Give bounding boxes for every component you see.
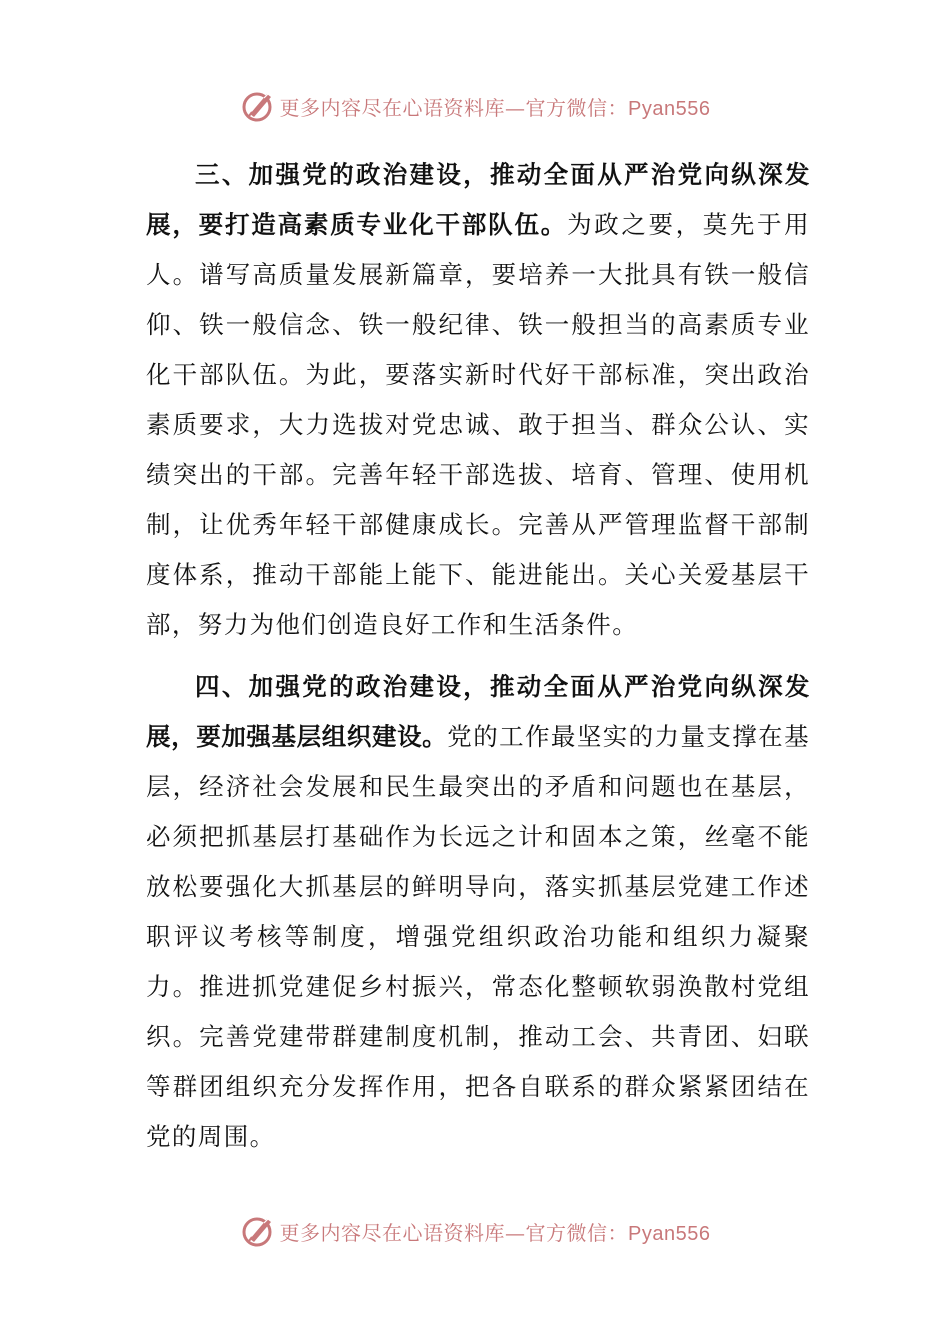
quill-pen-icon xyxy=(240,88,276,124)
section-3-body: 为政之要，莫先于用人。谱写高质量发展新篇章，要培养一大批具有铁一般信仰、铁一般信念、铁一般纪律、铁一般担当的高素质专业化干部队伍。为此，要落实新时代好干部标准，突出政治素质要求，大力选拔对党忠诚、敢于担当、群众公认、实绩突出的干部。完善年轻干部选拔、培育、管理、使用机制，让优秀年轻干部健康成长。完善从严管理监督干部制度体系，推动干部能上能下、能进能出。关心关爱基层干部，努力为他们创造良好工作和生活条件。 xyxy=(146,210,810,639)
paragraph-section-3 xyxy=(146,150,810,650)
section-3-heading: 三、加强党的政治建设，推动全面从严治党向纵深发展，要打造高素质专业化干部队伍。 xyxy=(146,160,810,239)
watermark-text: 更多内容尽在心语资料库—官方微信：Pyan556 xyxy=(279,95,711,120)
section-4-body: 党的工作最坚实的力量支撑在基层，经济社会发展和民生最突出的矛盾和问题也在基层，必须把抓基层打基础作为长远之计和固本之策，丝毫不能放松要强化大抓基层的鲜明导向，落实抓基层党建工作述职评议考核等制度，增强党组织政治功能和组织力凝聚力。推进抓党建促乡村振兴，常态化整顿软弱涣散村党组织。完善党建带群建制度机制，推动工会、共青团、妇联等群团组织充分发挥作用，把各自联系的群众紧紧团结在党的周围。 xyxy=(146,722,810,1151)
wechat-id: Pyan556 xyxy=(628,1222,711,1245)
watermark-header xyxy=(0,86,950,126)
document-body xyxy=(146,150,810,1174)
paragraph-section-4 xyxy=(146,662,810,1162)
quill-pen-icon xyxy=(240,1213,276,1249)
watermark-text: 更多内容尽在心语资料库—官方微信：Pyan556 xyxy=(279,1220,711,1245)
watermark-footer xyxy=(0,1211,950,1251)
wechat-id: Pyan556 xyxy=(628,97,711,120)
section-4-heading: 四、加强党的政治建设，推动全面从严治党向纵深发展，要加强基层组织建设。 xyxy=(146,672,810,751)
